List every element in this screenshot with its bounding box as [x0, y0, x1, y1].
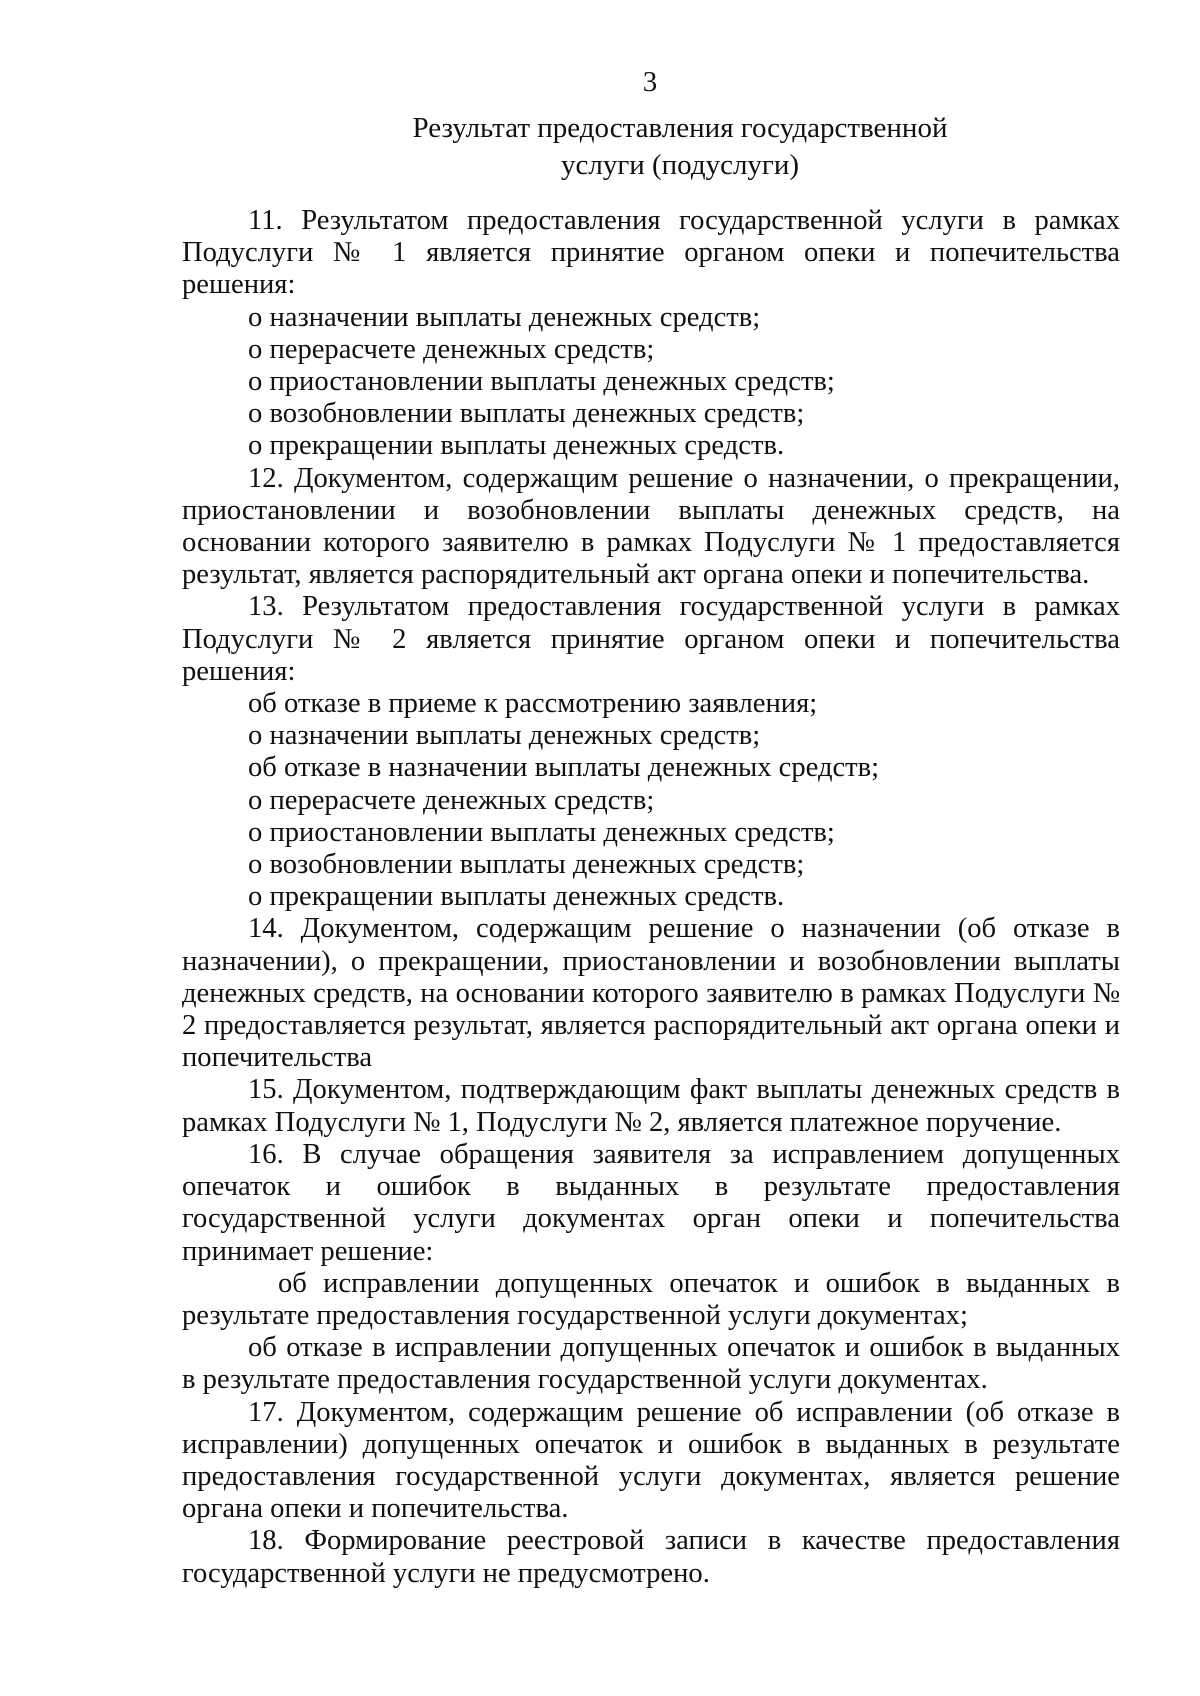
list-item: о перерасчете денежных средств; [248, 333, 655, 365]
document-body [182, 205, 1120, 1590]
page-number: 3 [642, 66, 658, 98]
section-heading [400, 110, 960, 184]
list-item: о возобновлении выплаты денежных средств; [248, 849, 805, 881]
section-heading-line-1: Результат предоставления государственной [412, 112, 948, 144]
list-item: об отказе в приеме к рассмотрению заявления; [248, 688, 818, 720]
paragraph-18: 18. Формирование реестровой записи в качестве предоставления государственной услуги не предусмотрено. [182, 1525, 1120, 1589]
list-item: о приостановлении выплаты денежных средств; [248, 816, 835, 848]
paragraph-16: 16. В случае обращения заявителя за исправлением допущенных опечаток и ошибок в выданных в результате предоставления государственной услуги документах орган опеки и попечительства принимает решение: [182, 1138, 1120, 1267]
list-item: об исправлении допущенных опечаток и ошибок в выданных в результате предоставления государственной услуги документах; [182, 1267, 1120, 1331]
paragraph-17: 17. Документом, содержащим решение об исправлении (об отказе в исправлении) допущенных опечаток и ошибок в выданных в результате предоставления государственной услуги документах, является решение органа опеки и попечительства. [182, 1396, 1120, 1525]
list-item: об отказе в исправлении допущенных опечаток и ошибок в выданных в результате предоставления государственной услуги документах. [182, 1332, 1120, 1396]
list-item: о возобновлении выплаты денежных средств; [248, 398, 805, 430]
paragraph-13: 13. Результатом предоставления государственной услуги в рамках Подуслуги № 2 является принятие органом опеки и попечительства решения: [182, 591, 1120, 687]
list-item: о прекращении выплаты денежных средств. [248, 881, 785, 913]
list-item: о прекращении выплаты денежных средств. [248, 430, 785, 462]
paragraph-12: 12. Документом, содержащим решение о назначении, о прекращении, приостановлении и возобновлении выплаты денежных средств, на основании которого заявителю в рамках Подуслуги № 1 предоставляется результат, является распорядительный акт органа опеки и попечительства. [182, 462, 1120, 591]
paragraph-11: 11. Результатом предоставления государственной услуги в рамках Подуслуги № 1 является принятие органом опеки и попечительства решения: [182, 205, 1120, 301]
list-item: о назначении выплаты денежных средств; [248, 301, 761, 333]
section-heading-line-2: услуги (подуслуги) [560, 149, 800, 181]
list-item: о приостановлении выплаты денежных средств; [248, 366, 835, 398]
list-item: об отказе в назначении выплаты денежных средств; [248, 752, 880, 784]
paragraph-15: 15. Документом, подтверждающим факт выплаты денежных средств в рамках Подуслуги № 1, Подуслуги № 2, является платежное поручение. [182, 1074, 1120, 1138]
paragraph-14: 14. Документом, содержащим решение о назначении (об отказе в назначении), о прекращении, приостановлении и возобновлении выплаты денежных средств, на основании которого заявителю в рамках Подуслуги № 2 предоставляется результат, является распорядительный акт органа опеки и попечительства [182, 913, 1120, 1074]
list-item: о назначении выплаты денежных средств; [248, 720, 761, 752]
list-item: о перерасчете денежных средств; [248, 784, 655, 816]
